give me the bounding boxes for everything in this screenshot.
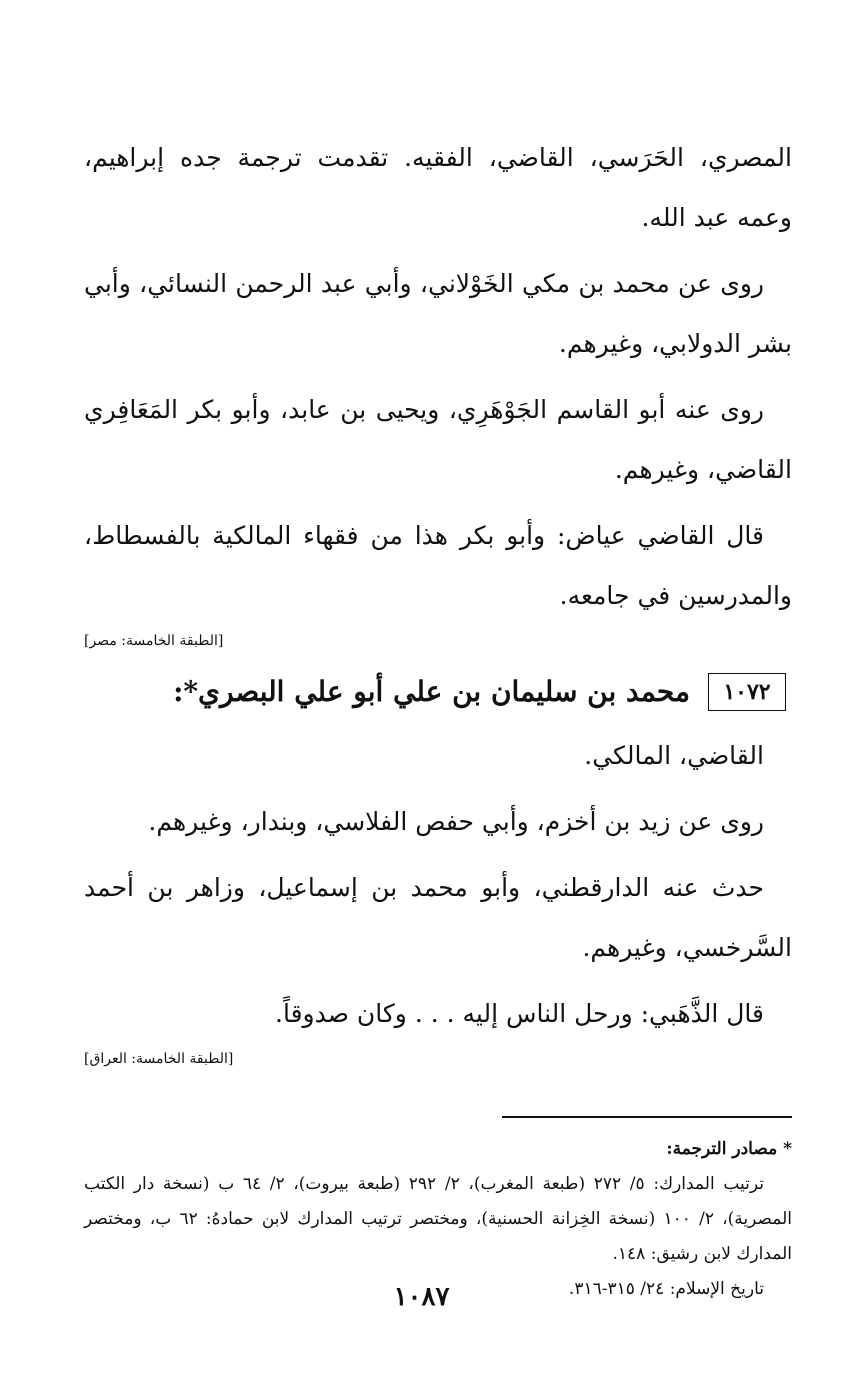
entry-title: محمد بن سليمان بن علي أبو علي البصري*: (173, 675, 690, 708)
entry-heading (84, 662, 792, 722)
paragraph-entry-narrators: حدث عنه الدارقطني، وأبو محمد بن إسماعيل، وزاهر بن أحمد السَّرخسي، وغيرهم. (84, 873, 792, 962)
paragraph-entry-narrated-from: روى عن زيد بن أخزم، وأبي حفص الفلاسي، وبندار، وغيرهم. (148, 807, 764, 836)
paragraph-entry-dhahabi: قال الذَّهَبي: ورحل الناس إليه . . . وكان صدوقاً. (275, 999, 764, 1028)
footnote-heading: * مصادر الترجمة: (666, 1139, 792, 1159)
paragraph-qadi-iyad: قال القاضي عياض: وأبو بكر هذا من فقهاء المالكية بالفسطاط، والمدرسين في جامعه. (84, 521, 792, 610)
entry-number: ١٠٧٢ (708, 673, 786, 711)
paragraph-entry-origin: القاضي، المالكي. (584, 741, 764, 770)
page-number: ١٠٨٧ (393, 1282, 450, 1312)
footnote-source-1: ترتيب المدارك: ٥/ ٢٧٢ (طبعة المغرب)، ٢/ ٢٩٢ (طبعة بيروت)، ٢/ ٦٤ ب (نسخة دار الكتب المصرية)، ٢/ ١٠٠ (نسخة الخِزانة الحسنية)، ومختصر ترتيب المدارك لابن حمادهُ: ٦٢ ب، ومختصر المدارك لابن رشيق: ١٤٨. (84, 1174, 792, 1264)
paragraph-narrated-from: روى عن محمد بن مكي الخَوْلاني، وأبي عبد الرحمن النسائي، وأبي بشر الدولابي، وغيرهم. (84, 269, 792, 358)
page-body (84, 128, 792, 1307)
footnote-source-2: تاريخ الإسلام: ٢٤/ ٣١٥-٣١٦. (568, 1279, 764, 1299)
footnote-divider (502, 1116, 792, 1118)
paragraph-narrators: روى عنه أبو القاسم الجَوْهَرِي، ويحيى بن عابد، وأبو بكر المَعَافِري القاضي، وغيرهم. (84, 395, 792, 484)
generation-tag: [الطبقة الخامسة: مصر] (84, 633, 224, 649)
footnotes (84, 1132, 792, 1307)
paragraph-origin: المصري، الحَرَسي، القاضي، الفقيه. تقدمت ترجمة جده إبراهيم، وعمه عبد الله. (84, 143, 792, 232)
generation-tag: [الطبقة الخامسة: العراق] (84, 1051, 234, 1067)
